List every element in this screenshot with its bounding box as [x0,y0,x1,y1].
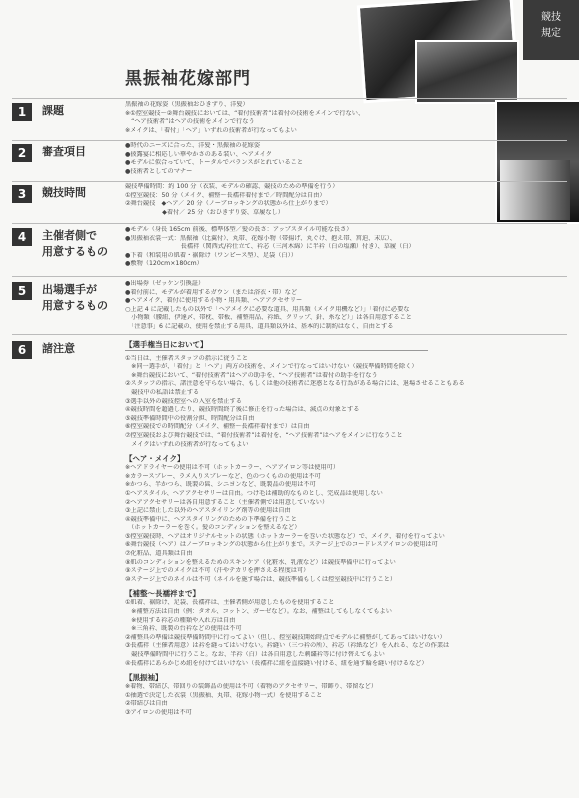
notes-line: ⑨ステージ上でのメイクは不可（汗やテカリを押さえる程度は可） [125,567,310,575]
notes-line: ④競技準備中に、ヘアスタイリングのための下準備を行うこと [125,515,297,523]
section-number: 2 [12,144,32,162]
notes-line: ※三角衿、既製の台衿などの使用は不可 [125,625,242,633]
section-line: 競技準備時間：約 100 分（衣装、モデルの確認、競技のための準備を行う） [125,183,339,190]
section-line: ●技術者としてのマナー [125,167,193,175]
notes-line: （ホットカーラーを巻く。髪のコンディションを整えるなど） [125,524,301,532]
section-line: ●着付前に、モデルが着用するガウン（または浴衣・帯）など [125,288,298,296]
section-line: ②舞台競技 ◆ヘア／ 20 分（ノーブロッキングの状態から仕上がりまで） [125,200,332,208]
notes-line: 競技準備時間中に行うこと。なお、半衿（白）は各自用意した刺繍衿等に付け替えてもよい [125,651,385,658]
notes-line: ①肌着、裾除け、足袋、長襦袢は、主催者側が用意したものを使用すること [125,599,335,607]
notes-line: ④競技時間を超過したり、競技時間終了後に修正を行った場合は、減点の対象とする [125,406,360,414]
notes-line: ⑤競技準備時間中の役割分担、時間配分は自由 [125,414,255,422]
section-heading [42,228,108,260]
notes-line: ①当日は、主催者スタッフの指示に従うこと [125,354,249,362]
notes-line: ①ヘアスタイル、ヘアアクセサリーは自由。つけ毛は補助的なものとし、完成品は使用しない [125,489,383,497]
section-line: ●モデルに似合っていて、トータルでバランスがとれていること [125,159,304,167]
notes-line: 競技中の私語は禁止する [125,388,200,396]
notes-line: ②補整具の準備は競技準備時間中に行ってよい（但し、控室競技開始時点でモデルに補整がしてあってはいけない） [125,633,446,641]
section-heading-line: 用意するもの [42,299,108,312]
section-divider [12,223,567,224]
section-divider [12,98,567,99]
section-line: ●ヘアメイク、着付に使用する小物・用具類、ヘアアクセサリー [125,297,303,305]
notes-line: ④長襦袢にあらかじめ紐を付けてはいけない（長襦袢に紐を直接縫い付ける、紐を通す輪を縫い付けるなど） [125,659,428,667]
section-line: ●黒振袖衣裳一式：黒振袖（比翼付）、丸帯、花嫁小物（帯揚げ、丸ぐけ、抱え帯、筥迫、末広）、 [125,234,396,242]
section-heading-line: 出場選手が [42,283,97,296]
section-number: 4 [12,228,32,246]
section-heading-line: 競技時間 [42,186,86,199]
notes-line: ③選手以外の競技控室への入室を禁止する [125,397,242,405]
notes-group-heading: 【補整～長襦袢まで】 [125,589,200,599]
photo-stylist [415,40,519,104]
section-line: 黒振袖の花嫁姿（黒振袖おひきずり、洋髪） [125,101,249,108]
section-body [125,101,565,135]
notes-line: ⑦控室競技および舞台競技では、“着付技術者”は着付を、“ヘア技術者”はヘアをメインに行なうこと [125,431,403,439]
section-line: ●下着（和装用の肌着・裾除け（ワンピース型）、足袋（白）） [125,251,297,259]
section-heading-line: 用意するもの [42,245,108,258]
notes-line: メイクはいずれの技術者が行なってもよい [125,440,249,448]
notes-line: ※使用する衿芯の種類や入れ方は自由 [125,616,236,624]
notes-line: ③上記に禁止した以外のヘアスタイリング剤等の使用は自由 [125,507,291,515]
notes-line: ⑧肌のコンディションを整えるためのスキンケア（化粧水、乳液など）は競技準備中に行ってよい [125,558,396,566]
section-divider [12,276,567,277]
tab-line-1: 競技 [541,12,561,23]
notes-line: ⑤控室競技時、ヘアはオリジナルセットの状態（ホットカーラーを巻いた状態など）で、メイク、着付を行ってよい [125,532,445,540]
notes-line: ②ヘアアクセサリーは各自用意すること（主催者側では用意していない） [125,498,329,506]
notes-group-heading: 【ヘア・メイク】 [125,454,185,464]
section-heading [42,144,86,160]
notes-group-heading: 【黒振袖】 [125,673,163,683]
notes-line: ⑥舞台競技（ヘア）はノーブロッキングの状態から仕上がりまで。ステージ上でのコードレスアイロンの使用は可 [125,541,438,549]
section-line: ①控室競技：50 分（メイク、補整～長襦袢着付まで／時間配分は自由） [125,191,326,199]
section-divider [12,140,567,141]
notes-line: ※かつら、半かつら、既製の髷、シニヨンなど、既製品の使用は不可 [125,481,316,489]
notes-line: ※同一選手が、「着付」と「ヘア」両方の技術を、メインで行なってはいけない（競技準備時間を除く） [125,363,418,371]
notes-group-heading: 【選手権当日において】 [125,339,428,351]
section-number: 6 [12,341,32,359]
notes-line: ②帯結びは自由 [125,700,168,708]
section-line: “ヘア技術者”はヘアの技術をメインで行なう [125,118,255,126]
section-heading-line: 諸注意 [42,342,75,355]
section-number: 3 [12,185,32,203]
section-line: ※メイクは、「着付」「ヘア」いずれの技術者が行なってもよい [125,126,297,134]
section-tab [523,0,579,60]
section-body [125,142,565,176]
section-line: 「注意事」6 に記載の、使用を禁止する用具、道具類以外は、基本的に制約はなく、自由とする [125,322,394,330]
section-heading [42,282,108,314]
notes-line: ※着物、帯結び、帯回りの装飾品の使用は不可（着物のアクセサリー、帯飾り、帯留など） [125,683,377,691]
section-number: 5 [12,282,32,300]
notes-line: ③アイロンの使用は不可 [125,708,192,716]
section-body [125,280,565,332]
section-line: ●披露宴に相応しい華やかさのある装い、ヘアメイク [125,150,272,158]
section-body [125,226,565,269]
notes-line: ⑩ステージ上でのネイルは不可（ネイルを施す場合は、競技準備もしくは控室競技中に行うこと） [125,575,397,583]
section-divider [12,334,567,335]
section-heading [42,103,64,119]
section-line: ●出場券（ゼッケン引換証） [125,280,205,287]
notes-line: ※補整方法は自由（例：タオル、コットン、ガーゼなど）。なお、補整はしてもしなくてもよい [125,608,392,616]
section-heading [42,341,75,357]
notes-line: ③長襦袢（主催者用意）は衿を縫ってはいけない。衿縫い（三つ衿の所）、衿芯（衿紙など）を入れる、などの作業は [125,642,450,650]
section-line: ◆着付／ 25 分（おひきずり姿、草履なし） [125,208,284,216]
section-line: ●モデル（身長 165cm 前後、標準体型／髪の長さ：アップスタイル可能な長さ） [125,226,353,233]
section-heading-line: 課題 [42,104,64,117]
notes-line: ⑦化粧品、道具類は自由 [125,550,193,558]
section-line: ※①控室競技～②舞台競技においては、“着付技術者”は着付の技術をメインで行ない、 [125,109,365,117]
page-title: 黒振袖花嫁部門 [125,69,251,89]
notes-line: ※ヘアドライヤーの使用は不可（ホットカーラー、ヘアアイロン等は使用可） [125,464,340,472]
section-line: 小物類（腰紐、伊達〆、帯枕、帯板、補整用品、衿紙、クリップ、針、糸など）」は各自用意すること [125,314,412,322]
section-heading [42,185,86,201]
notes-line: ※カラースプレー、ラメ入りスプレーなど、色のつくものの使用は不可 [125,472,321,480]
section-line: 長襦袢（関西式/衿仕立て、衿芯（三河木綿）に半衿（白の塩瀬）付き）、草履（白） [125,243,415,251]
section-line: ○上記 4 に記載したもの以外で「ヘアメイクに必要な道具、用具類（メイク用機など）」「着付に必要な [125,305,410,313]
section-divider [12,181,567,182]
notes-body [125,339,565,718]
notes-line: ※舞台競技において、“着付技術者”はヘアの助手を、“ヘア技術者”は着付の助手を行なう [125,371,378,379]
section-line: ●敷物（120cm×180cm） [125,260,203,268]
notes-line: ①抽選で決定した衣裳（黒振袖、丸帯、花嫁小物一式）を使用すること [125,691,323,699]
section-line: ●時代のニーズに合った、洋髪・黒振袖の花嫁姿 [125,142,261,149]
notes-line: ⑥控室競技での時間配分（メイク、補整～長襦袢着付まで）は自由 [125,423,310,431]
tab-line-2: 規定 [541,28,561,39]
section-heading-line: 審査項目 [42,145,86,158]
section-body [125,183,565,217]
notes-line: ②スタッフの指示、諸注意を守らない場合、もしくは他の技術者に迷惑となる行為がある場合には、退場させることもある [125,380,465,388]
section-heading-line: 主催者側で [42,229,97,242]
section-number: 1 [12,103,32,121]
